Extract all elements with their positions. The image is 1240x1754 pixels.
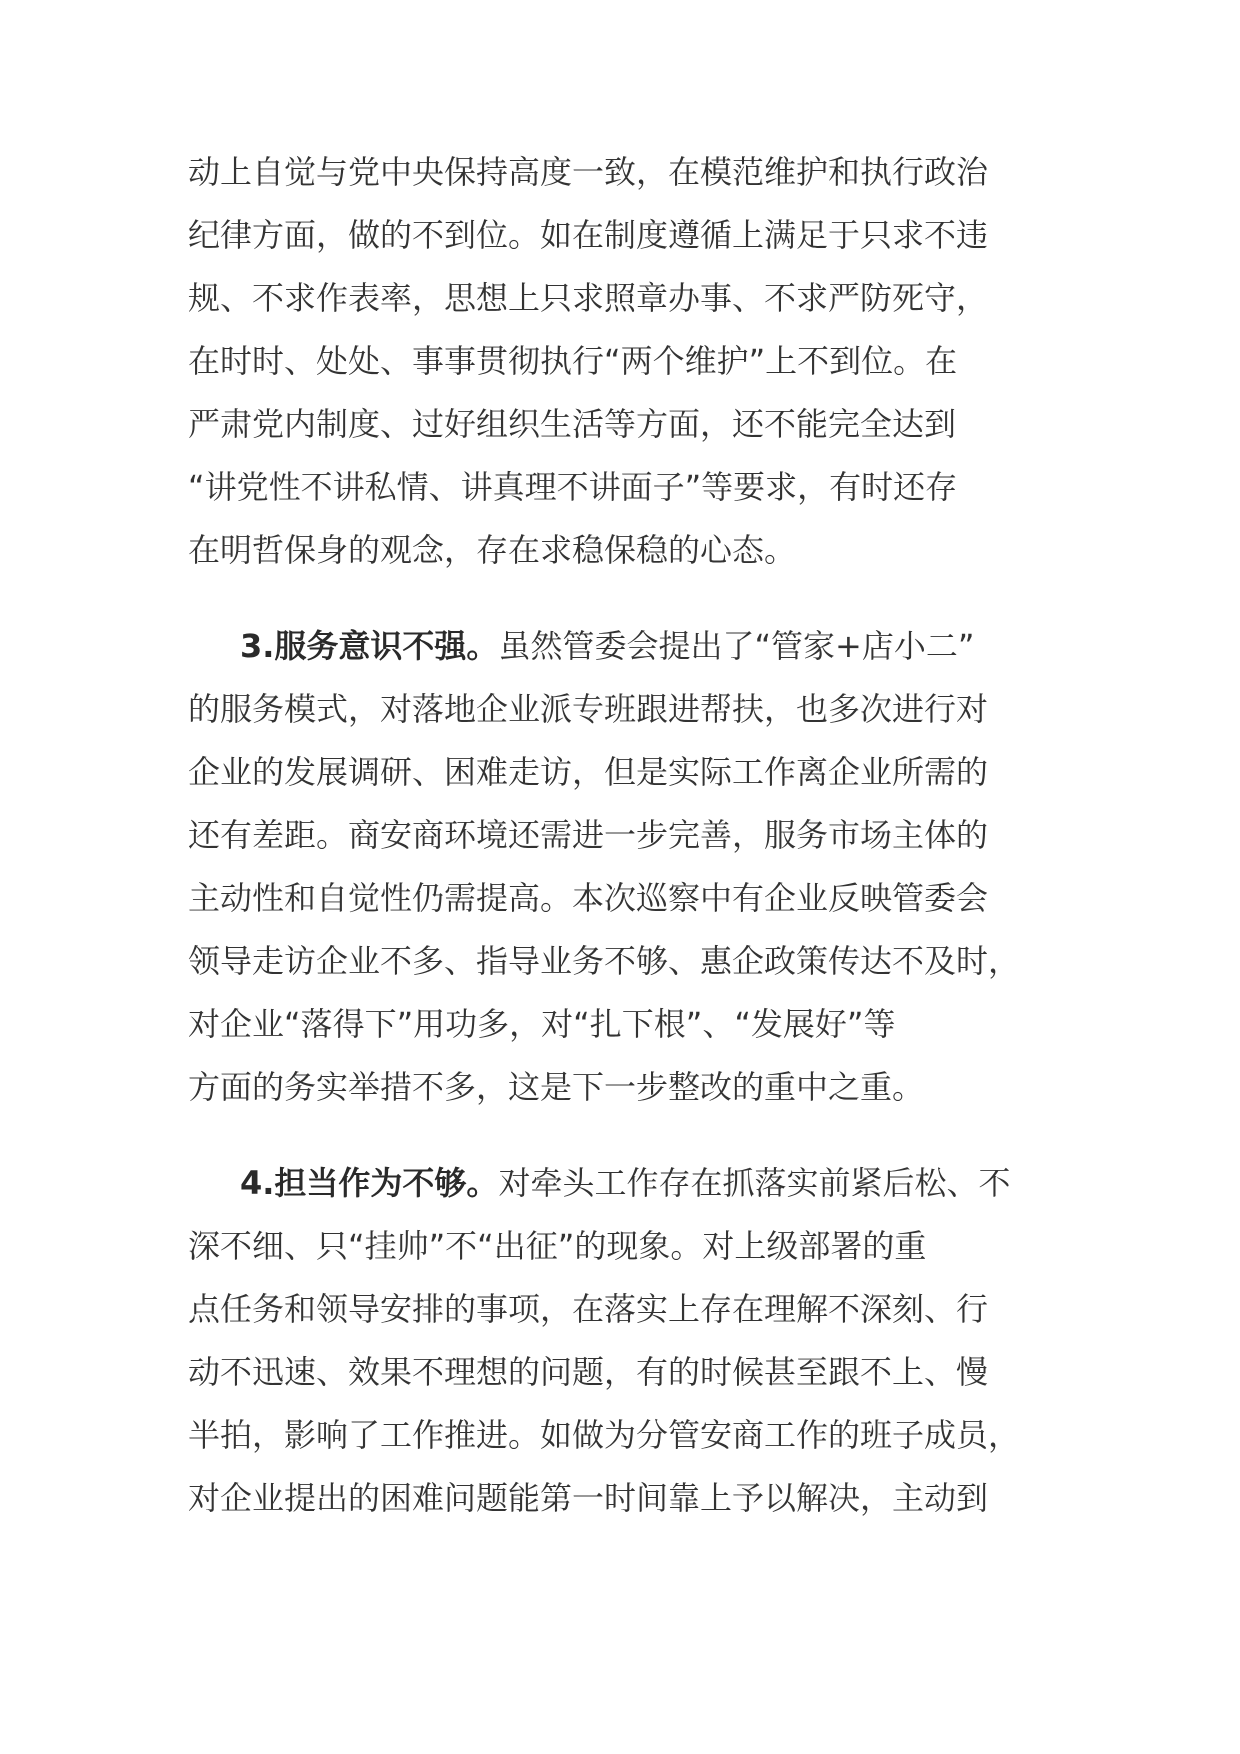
paragraph-line: 主动性和自觉性仍需提高。本次巡察中有企业反映管委会 (188, 879, 989, 917)
section-4-first-line (240, 1163, 1010, 1203)
paragraph-line: 方面的务实举措不多，这是下一步整改的重中之重。 (188, 1068, 925, 1106)
paragraph-line: 半拍，影响了工作推进。如做为分管安商工作的班子成员， (188, 1416, 1021, 1454)
paragraph-line: 还有差距。商安商环境还需进一步完善，服务市场主体的 (188, 816, 989, 854)
paragraph-line: 严肃党内制度、过好组织生活等方面，还不能完全达到 (188, 405, 957, 443)
section-4-first-line-text: 对牵头工作存在抓落实前紧后松、不 (498, 1164, 1011, 1202)
paragraph-line: 对企业提出的困难问题能第一时间靠上予以解决，主动到 (188, 1479, 989, 1517)
section-3-heading: 3.服务意识不强。 (240, 627, 499, 665)
paragraph-line: 的服务模式，对落地企业派专班跟进帮扶，也多次进行对 (188, 690, 989, 728)
paragraph-line: 动不迅速、效果不理想的问题，有的时候甚至跟不上、慢 (188, 1353, 989, 1391)
paragraph-line: 企业的发展调研、困难走访，但是实际工作离企业所需的 (188, 753, 989, 791)
section-4-heading: 4.担当作为不够。 (240, 1164, 499, 1202)
paragraph-line: “讲党性不讲私情、讲真理不讲面子”等要求，有时还存 (188, 468, 958, 506)
paragraph-line: 对企业“落得下”用功多，对“扎下根”、“发展好”等 (188, 1005, 896, 1043)
paragraph-line: 规、不求作表率，思想上只求照章办事、不求严防死守， (188, 279, 989, 317)
paragraph-line: 在明哲保身的观念，存在求稳保稳的心态。 (188, 531, 797, 569)
paragraph-line: 深不细、只“挂帅”不“出征”的现象。对上级部署的重 (188, 1227, 927, 1265)
paragraph-line: 领导走访企业不多、指导业务不够、惠企政策传达不及时， (188, 942, 1021, 980)
section-3-first-line-text: 虽然管委会提出了“管家+店小二” (498, 627, 975, 665)
paragraph-line: 动上自觉与党中央保持高度一致，在模范维护和执行政治 (188, 153, 989, 191)
paragraph-line: 点任务和领导安排的事项，在落实上存在理解不深刻、行 (188, 1290, 989, 1328)
section-3-first-line (240, 626, 974, 666)
paragraph-line: 纪律方面，做的不到位。如在制度遵循上满足于只求不违 (188, 216, 989, 254)
paragraph-line: 在时时、处处、事事贯彻执行“两个维护”上不到位。在 (188, 342, 958, 380)
